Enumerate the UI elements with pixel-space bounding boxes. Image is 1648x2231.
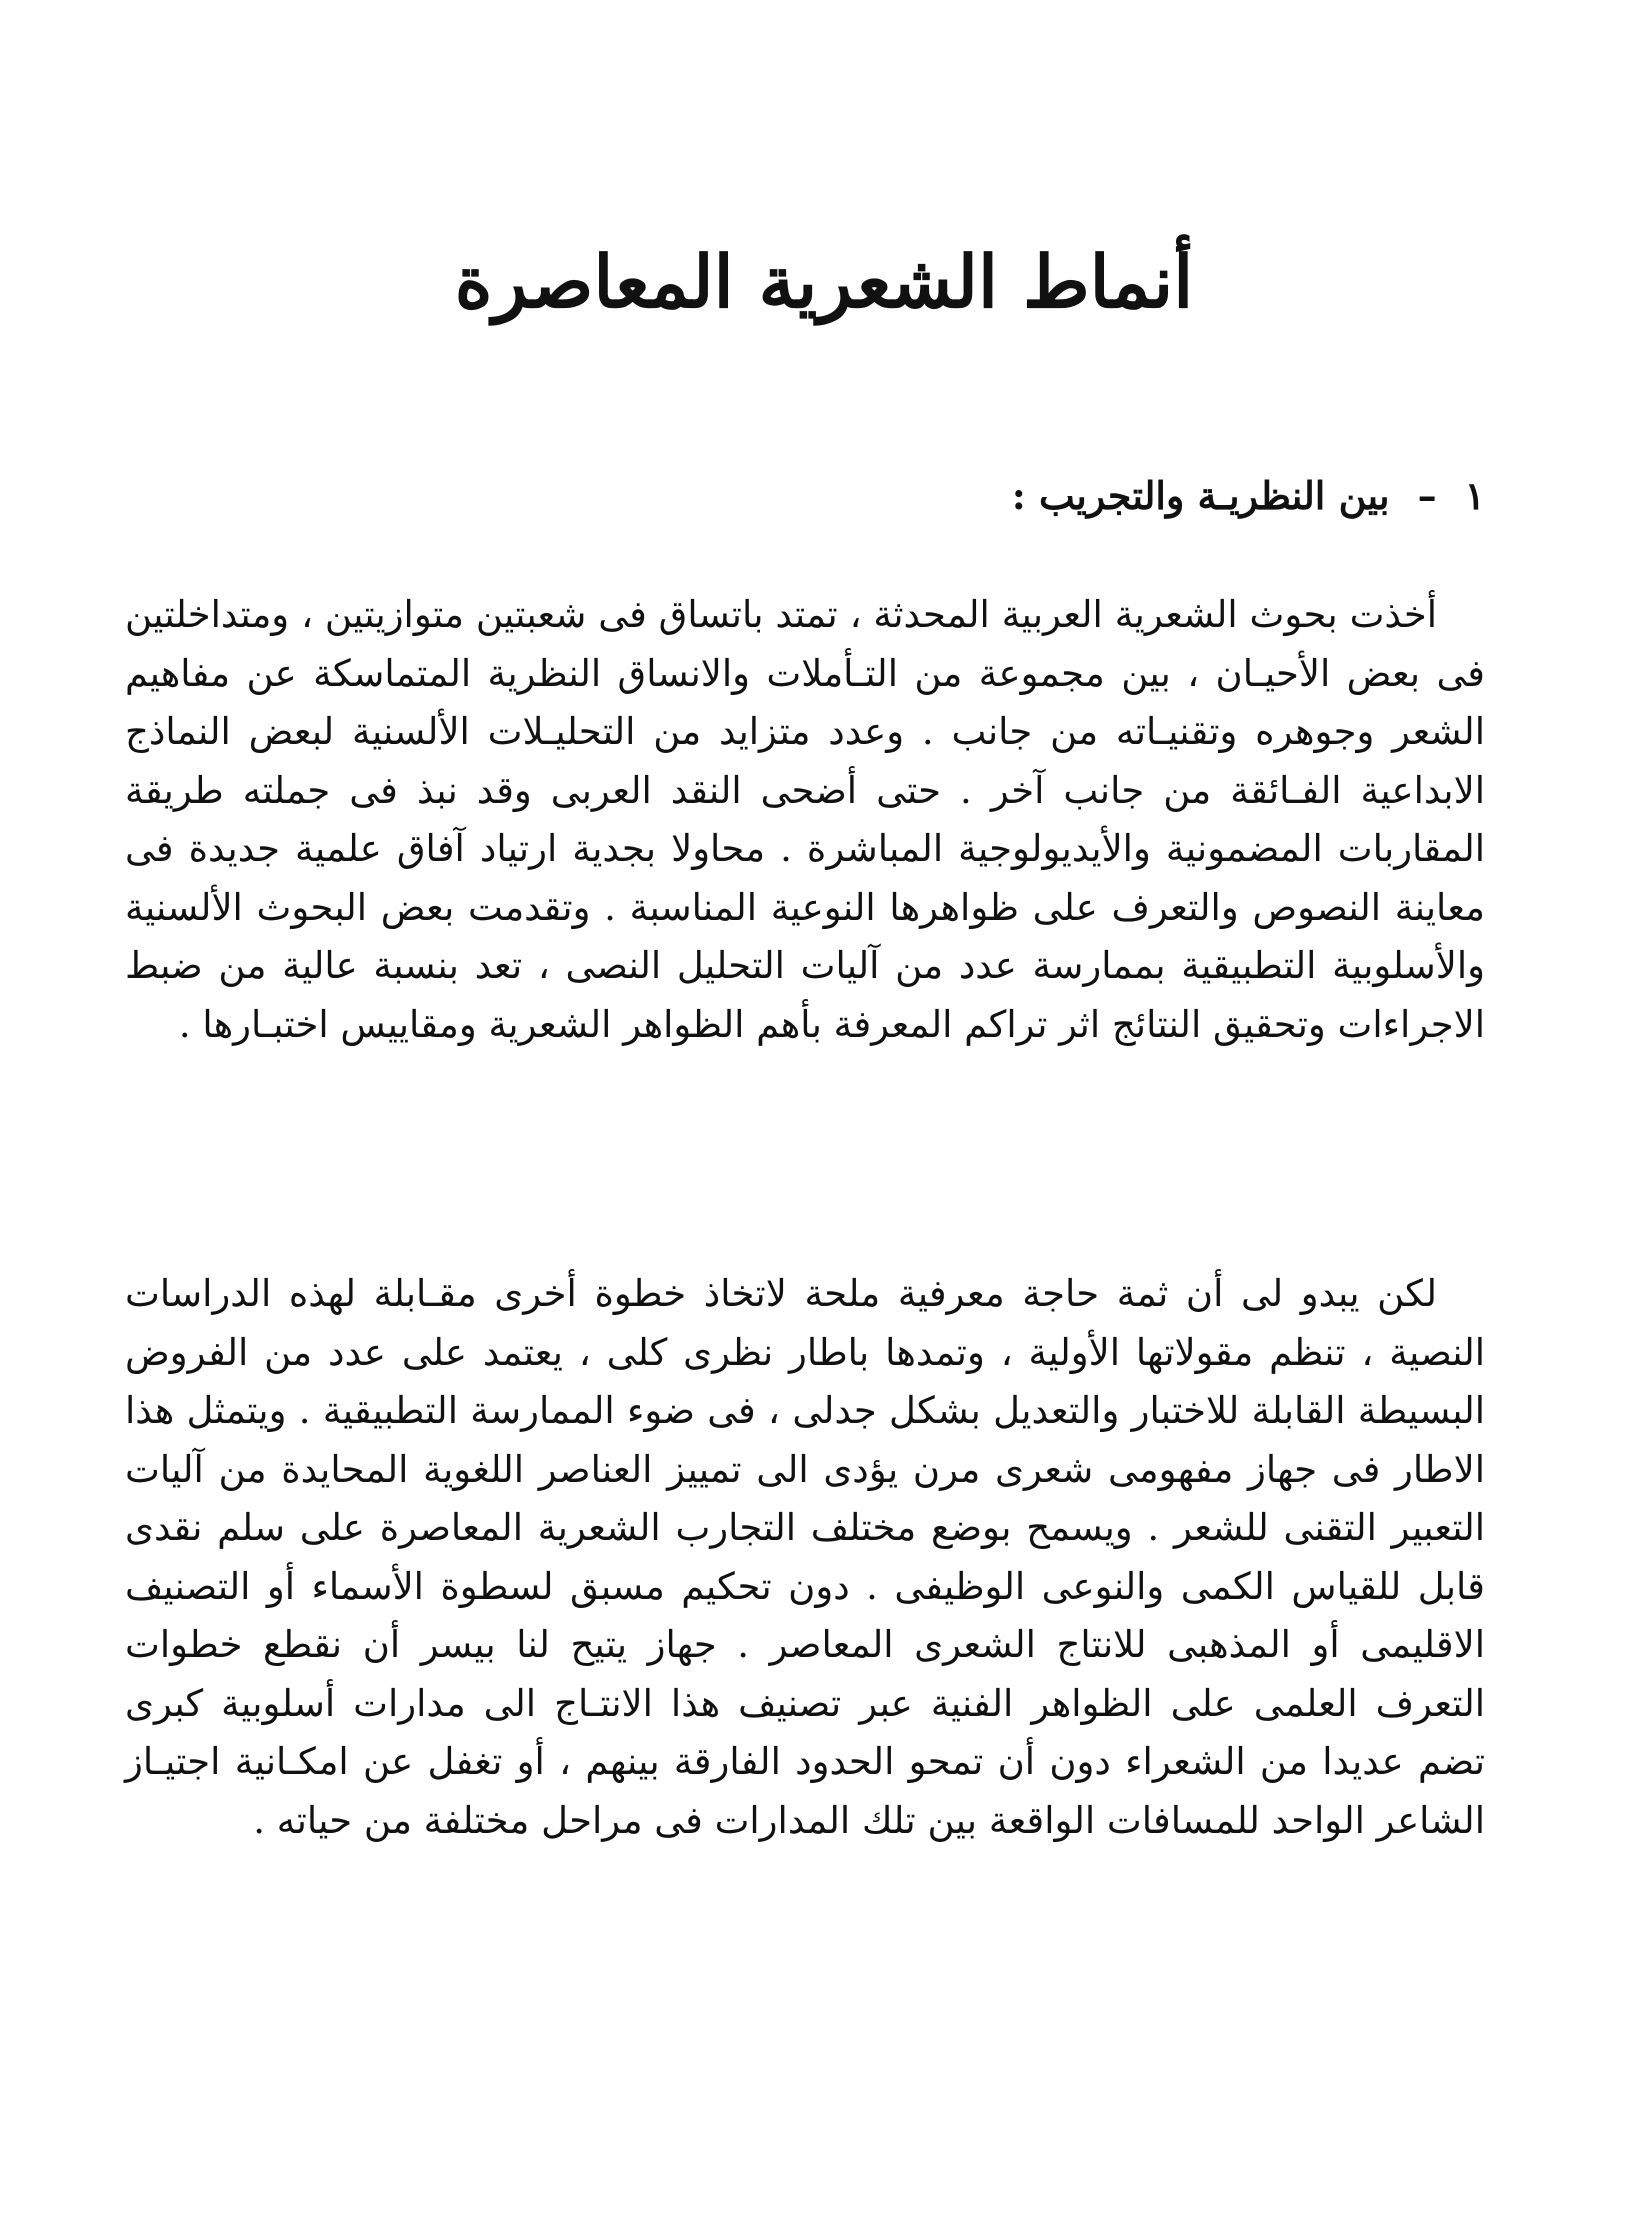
paragraph-1 <box>125 586 1485 1054</box>
section-number: ١ <box>1464 473 1485 518</box>
section-dash: – <box>1417 473 1437 518</box>
paragraph-2-text: لكن يبدو لى أن ثمة حاجة معرفية ملحة لاتخاذ خطوة أخرى مقـابلة لهذه الدراسات النصية ، تنظم مقولاتها الأولية ، وتمدها باطار نظرى كلى ، يعتمد على عدد من الفروض البسيطة القابلة للاختبار والتعديل بشكل جدلى ، فى ضوء الممارسة التطبيقية . ويتمثل هذا الاطار فى جهاز مفهومى شعرى مرن يؤدى الى تمييز العناصر اللغوية المحايدة من آليات التعبير التقنى للشعر . ويسمح بوضع مختلف التجارب الشعرية المعاصرة على سلم نقدى قابل للقياس الكمى والنوعى الوظيفى . دون تحكيم مسبق لسطوة الأسماء أو التصنيف الاقليمى أو المذهبى للانتاج الشعرى المعاصر . جهاز يتيح لنا بيسر أن نقطع خطوات التعرف العلمى على الظواهر الفنية عبر تصنيف هذا الانتـاج الى مدارات أسلوبية كبرى تضم عديدا من الشعراء دون أن تمحو الحدود الفارقة بينهم ، أو تغفل عن امكـانية اجتيـاز الشاعر الواحد للمسافات الواقعة بين تلك المدارات فى مراحل مختلفة من حياته . <box>125 1272 1485 1842</box>
page-title: أنماط الشعرية المعاصرة <box>454 239 1194 324</box>
paragraph-1-text: أخذت بحوث الشعرية العربية المحدثة ، تمتد باتساق فى شعبتين متوازيتين ، ومتداخلتين فى بعض الأحيـان ، بين مجموعة من التـأملات والانساق النظرية المتماسكة عن مفاهيم الشعر وجوهره وتقنيـاته من جانب . وعدد متزايد من التحليـلات الألسنية لبعض النماذج الابداعية الفـائقة من جانب آخر . حتى أضحى النقد العربى وقد نبذ فى جملته طريقة المقاربات المضمونية والأيديولوجية المباشرة . محاولا بجدية ارتياد آفاق علمية جديدة فى معاينة النصوص والتعرف على ظواهرها النوعية المناسبة . وتقدمت بعض البحوث الألسنية والأسلوبية التطبيقية بممارسة عدد من آليات التحليل النصى ، تعد بنسبة عالية من ضبط الاجراءات وتحقيق النتائج اثر تراكم المعرفة بأهم الظواهر الشعرية ومقاييس اختبـارها . <box>125 593 1485 1046</box>
paragraph-2 <box>125 1265 1485 1850</box>
section-heading <box>1012 466 1485 526</box>
section-title: بين النظريـة والتجريب : <box>1011 473 1390 518</box>
